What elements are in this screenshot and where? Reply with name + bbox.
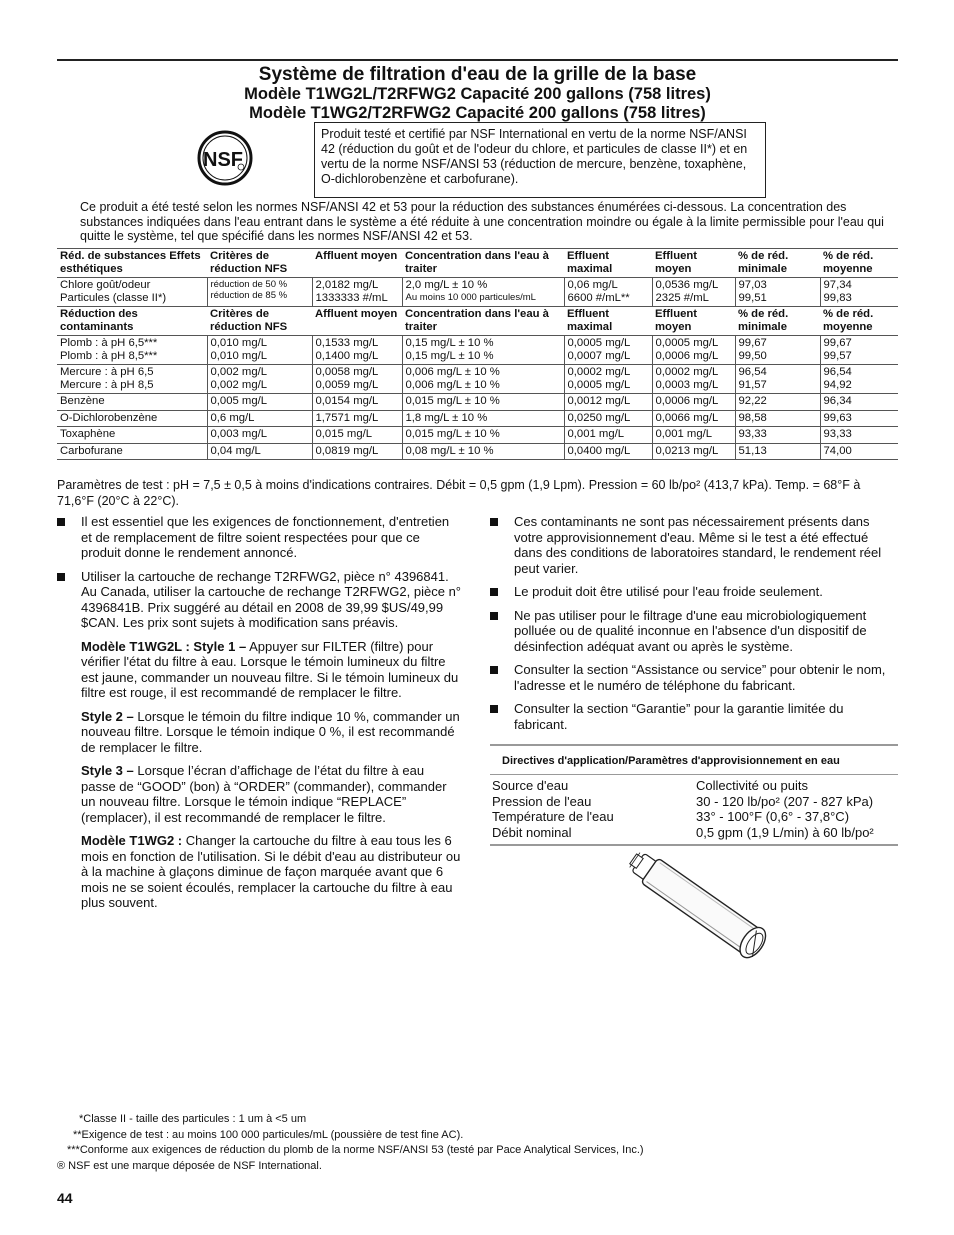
table-row — [490, 778, 898, 794]
bullet-text: Consulter la section “Assistance ou service” pour obtenir le nom, l'adresse et le numéro de téléphone du fabricant. — [514, 662, 886, 693]
table-cell: 0,6 mg/L — [207, 410, 312, 427]
table-cell: 92,22 — [735, 394, 820, 411]
table-row — [57, 278, 898, 307]
bullet-text: Utiliser la cartouche de rechange T2RFWG2, pièce n° 4396841. Au Canada, utiliser la cartouche de rechange T2RFWG2, pièce n° 4396841B. Prix suggéré au détail en 2008 de 39,99 $US/49,99 $CAN. Les prix sont sujets à modification sans préavis. — [81, 568, 461, 630]
bullet-text: Ces contaminants ne sont pas nécessairement présents dans votre approvisionnement d'eau. Même si le test a été effectué dans des conditions de laboratoires standard, le rendement réel peut varier. — [514, 514, 882, 576]
paragraph-label: Modèle T1WG2L : Style 1 – — [81, 638, 247, 654]
table-cell: 93,33 — [735, 427, 820, 444]
table-row — [57, 336, 898, 365]
table-cell: réduction de 50 % réduction de 85 % — [207, 278, 312, 307]
page-number: 44 — [57, 1190, 73, 1206]
table-cell: 0,0819 mg/L — [312, 443, 402, 460]
header-cell: % de réd. moyenne — [823, 308, 874, 333]
header-cell: Critères de réduction NFS — [210, 308, 288, 333]
table-cell: 99,63 — [820, 410, 898, 427]
header-cell: Effluent moyen — [655, 308, 698, 333]
divider — [490, 774, 898, 775]
table-cell: 0,006 mg/L ± 10 % 0,006 mg/L ± 10 % — [402, 365, 564, 394]
paragraph-label: Modèle T1WG2 : — [81, 833, 183, 848]
table-cell: 1,8 mg/L ± 10 % — [402, 410, 564, 427]
footnote: ® NSF est une marque déposée de NSF International. — [57, 1159, 322, 1172]
bullet-item — [490, 584, 898, 600]
table-cell: 1,7571 mg/L — [312, 410, 402, 427]
table-cell: 99,67 99,57 — [820, 336, 898, 365]
style-1-paragraph — [57, 639, 462, 701]
style-2-paragraph — [57, 709, 462, 756]
table-cell: 0,0012 mg/L — [564, 394, 652, 411]
page-title: Système de filtration d'eau de la grille de la base — [258, 64, 697, 85]
subtitle-model-1: Modèle T1WG2L/T2RFWG2 Capacité 200 gallons (758 litres) — [244, 85, 711, 103]
supply-label: Source d'eau — [492, 778, 569, 793]
table-cell: 2,0182 mg/L 1333333 #/mL — [312, 278, 402, 307]
table-cell: 0,015 mg/L ± 10 % — [402, 394, 564, 411]
paragraph-label: Style 3 – — [81, 763, 134, 778]
supply-heading: Directives d'application/Paramètres d'approvisionnement en eau — [502, 755, 840, 767]
table-cell: O-Dichlorobenzène — [60, 411, 158, 424]
table-cell: 93,33 — [820, 427, 898, 444]
header-cell: Effluent maximal — [567, 308, 613, 333]
supply-table — [490, 778, 898, 840]
right-column — [490, 514, 898, 740]
supply-label: Débit nominal — [492, 824, 572, 840]
table-cell: Benzène — [60, 395, 105, 407]
table-header-contaminants — [57, 307, 898, 336]
supply-value: 33° - 100°F (0,6° - 37,8°C) — [696, 809, 850, 824]
header-cell: Concentration dans l'eau à traiter — [405, 308, 549, 333]
table-cell: 96,54 94,92 — [820, 365, 898, 394]
table-cell: 0,001 mg/L — [652, 427, 735, 444]
table-row — [57, 365, 898, 394]
table-cell: 74,00 — [820, 443, 898, 460]
table-row — [490, 794, 898, 810]
table-cell: 0,0005 mg/L 0,0007 mg/L — [564, 336, 652, 365]
table-cell-line: Au moins 10 000 particules/mL — [405, 291, 536, 303]
supply-parameters-box — [490, 744, 898, 846]
table-cell: 97,34 99,83 — [820, 278, 898, 307]
bullet-square-icon — [490, 666, 498, 674]
bullet-square-icon — [57, 518, 65, 526]
table-cell: Chlore goût/odeur Particules (classe II*) — [60, 279, 167, 304]
header-cell: Effluent moyen — [655, 250, 698, 275]
table-cell: 0,08 mg/L ± 10 % — [402, 443, 564, 460]
table-cell: 0,0006 mg/L — [652, 394, 735, 411]
table-cell: 0,001 mg/L — [564, 427, 652, 444]
table-cell: 98,58 — [735, 410, 820, 427]
subtitle-model-2: Modèle T1WG2/T2RFWG2 Capacité 200 gallons (758 litres) — [249, 104, 706, 122]
divider — [490, 844, 898, 846]
supply-value: 30 - 120 lb/po² (207 - 827 kPa) — [696, 793, 874, 809]
bullet-square-icon — [490, 612, 498, 620]
table-cell: 0,0058 mg/L 0,0059 mg/L — [312, 365, 402, 394]
table-cell: 0,0002 mg/L 0,0003 mg/L — [652, 365, 735, 394]
style-3-paragraph — [57, 763, 462, 825]
table-cell: Plomb : à pH 6,5*** Plomb : à pH 8,5*** — [60, 337, 158, 362]
table-cell: 0,010 mg/L 0,010 mg/L — [207, 336, 312, 365]
table-cell: 0,0154 mg/L — [312, 394, 402, 411]
table-cell: 96,34 — [820, 394, 898, 411]
footnotes — [57, 1112, 898, 1174]
table-cell: 0,005 mg/L — [207, 394, 312, 411]
table-cell: 0,0250 mg/L — [564, 410, 652, 427]
supply-label: Pression de l'eau — [492, 793, 592, 809]
header-cell: % de réd. minimale — [738, 308, 789, 333]
table-cell: 0,1533 mg/L 0,1400 mg/L — [312, 336, 402, 365]
header-cell: Concentration dans l'eau à traiter — [405, 250, 549, 275]
table-cell: 0,002 mg/L 0,002 mg/L — [207, 365, 312, 394]
table-cell: 0,015 mg/L — [312, 427, 402, 444]
table-cell: 0,0400 mg/L — [564, 443, 652, 460]
table-cell: Mercure : à pH 6,5 Mercure : à pH 8,5 — [60, 366, 154, 391]
header-cell: Réd. de substances Effets esthétiques — [60, 250, 201, 275]
bullet-item — [57, 569, 462, 631]
header-cell: Réduction des contaminants — [60, 308, 138, 333]
bullet-text: Il est essentiel que les exigences de fonctionnement, d'entretien et de remplacement de filtre soient respectées pour que ce produit donne le rendement annoncé. — [81, 514, 450, 560]
certification-box: Produit testé et certifié par NSF International en vertu de la norme NSF/ANSI 42 (réduction du goût et de l'odeur du chlore, et particules de classe II*) et en vertu de la norme NSF/ANSI 53 (réduction de mercure, benzène, toxaphène, O-dichlorobenzène et carbofurane). — [314, 122, 766, 198]
nsf-logo-text: NSF — [203, 149, 243, 171]
table-cell: 0,06 mg/L 6600 #/mL** — [564, 278, 652, 307]
model-t1wg2-paragraph — [57, 833, 462, 911]
contaminant-rows — [57, 336, 898, 460]
table-header-aesthetic — [57, 249, 898, 278]
header-cell: Affluent moyen — [315, 308, 398, 320]
table-cell: 0,0066 mg/L — [652, 410, 735, 427]
table-row — [57, 394, 898, 411]
bullet-text: Ne pas utiliser pour le filtrage d'une eau microbiologiquement polluée ou de qualité inconnue en l'absence d'un dispositif de désinfection adéquat avant ou après le système. — [514, 607, 867, 654]
table-row — [57, 410, 898, 427]
table-cell: Toxaphène — [60, 428, 116, 440]
test-parameters: Paramètres de test : pH = 7,5 ± 0,5 à moins d'indications contraires. Débit = 0,5 gpm (1,9 Lpm). Pression = 60 lb/po² (413,7 kPa). Temp. = 68°F à 71,6°F (20°C à 22°C). — [57, 478, 861, 508]
header-cell: % de réd. minimale — [738, 250, 789, 275]
bullet-item — [490, 701, 898, 732]
filter-cartridge-illustration — [612, 848, 792, 966]
table-cell: 0,04 mg/L — [207, 443, 312, 460]
header-cell: Effluent maximal — [567, 250, 613, 275]
intro-paragraph: Ce produit a été testé selon les normes NSF/ANSI 42 et 53 pour la réduction des substances énumérées ci-dessous. La concentration des substances indiquées dans l'eau entrant dans le système a été réduite à une concentration moindre ou égale à la limite permissible pour l'eau qui quitte le système, tel que spécifié dans les normes NSF/ANSI 42 et 53. — [80, 200, 884, 243]
bullet-item — [490, 608, 898, 655]
bullet-square-icon — [490, 705, 498, 713]
bullet-text: Le produit doit être utilisé pour l'eau froide seulement. — [514, 584, 823, 599]
table-cell: 97,03 99,51 — [735, 278, 820, 307]
performance-table — [57, 248, 898, 460]
table-row — [57, 443, 898, 460]
bullet-square-icon — [57, 573, 65, 581]
table-cell: 96,54 91,57 — [735, 365, 820, 394]
table-cell-line: 2,0 mg/L ± 10 % — [405, 279, 488, 291]
paragraph-text: Appuyer sur FILTER (filtre) pour vérifier l'état du filtre à eau. Lorsque le témoin lumineux du filtre est jaune, commander un nouveau filtre. Si le témoin lumineux du filtre est rouge, il est recommandé de remplacer le filtre. — [81, 638, 459, 700]
table-row — [490, 825, 898, 841]
bullet-text: Consulter la section “Garantie” pour la garantie limitée du fabricant. — [514, 701, 844, 732]
header-cell: Affluent moyen — [315, 250, 398, 262]
table-cell: 0,015 mg/L ± 10 % — [402, 427, 564, 444]
table-cell: 0,0005 mg/L 0,0006 mg/L — [652, 336, 735, 365]
bullet-square-icon — [490, 518, 498, 526]
bullet-square-icon — [490, 588, 498, 596]
supply-value: 0,5 gpm (1,9 L/min) à 60 lb/po² — [696, 824, 874, 840]
table-cell: 0,15 mg/L ± 10 % 0,15 mg/L ± 10 % — [402, 336, 564, 365]
header-cell: % de réd. moyenne — [823, 250, 874, 275]
table-row — [490, 809, 898, 825]
paragraph-text: Lorsque l’écran d’affichage de l’état du filtre à eau passe de “GOOD” (bon) à “ORDER” (commander), commander un nouveau filtre. Lorsque le témoin indique “REPLACE” (remplacer), il est recommandé de remplacer le filtre. — [81, 763, 447, 825]
paragraph-text: Lorsque le témoin du filtre indique 10 %, commander un nouveau filtre. Lorsque le témoin indique 0 %, il est recommandé de remplacer le filtre. — [81, 708, 460, 755]
bullet-item — [490, 662, 898, 693]
page-titles — [57, 64, 898, 123]
footnote: ***Conforme aux exigences de réduction du plomb de la norme NSF/ANSI 53 (testé par Pace Analytical Services, Inc.) — [67, 1144, 644, 1156]
bullet-item — [57, 514, 462, 561]
table-cell: Carbofurane — [60, 444, 123, 457]
table-cell: 99,67 99,50 — [735, 336, 820, 365]
footnote: *Classe II - taille des particules : 1 um à <5 um — [79, 1113, 307, 1125]
paragraph-text: Changer la cartouche du filtre à eau tous les 6 mois en fonction de l'utilisation. Si le débit d'eau au distributeur ou à la machine à glaçons diminue de façon marquée avant que 6 mois ne se soient écoulés, remplacer la cartouche du filtre à eau plus souvent. — [81, 833, 461, 910]
table-cell: 0,0536 mg/L 2325 #/mL — [652, 278, 735, 307]
bullet-item — [490, 514, 898, 576]
table-cell: 0,0002 mg/L 0,0005 mg/L — [564, 365, 652, 394]
header-cell: Critères de réduction NFS — [210, 250, 288, 275]
supply-value: Collectivité ou puits — [696, 778, 808, 793]
supply-label: Température de l'eau — [492, 809, 614, 824]
paragraph-label: Style 2 – — [81, 708, 134, 724]
nsf-logo-icon — [197, 130, 253, 186]
table-cell: 0,003 mg/L — [207, 427, 312, 444]
table-cell — [402, 278, 564, 307]
footnote: **Exigence de test : au moins 100 000 particules/mL (poussière de test fine AC). — [73, 1128, 464, 1141]
table-cell: 0,0213 mg/L — [652, 443, 735, 460]
table-cell: 51,13 — [735, 443, 820, 460]
left-column — [57, 514, 462, 919]
table-row — [57, 427, 898, 444]
top-rule — [57, 59, 898, 61]
